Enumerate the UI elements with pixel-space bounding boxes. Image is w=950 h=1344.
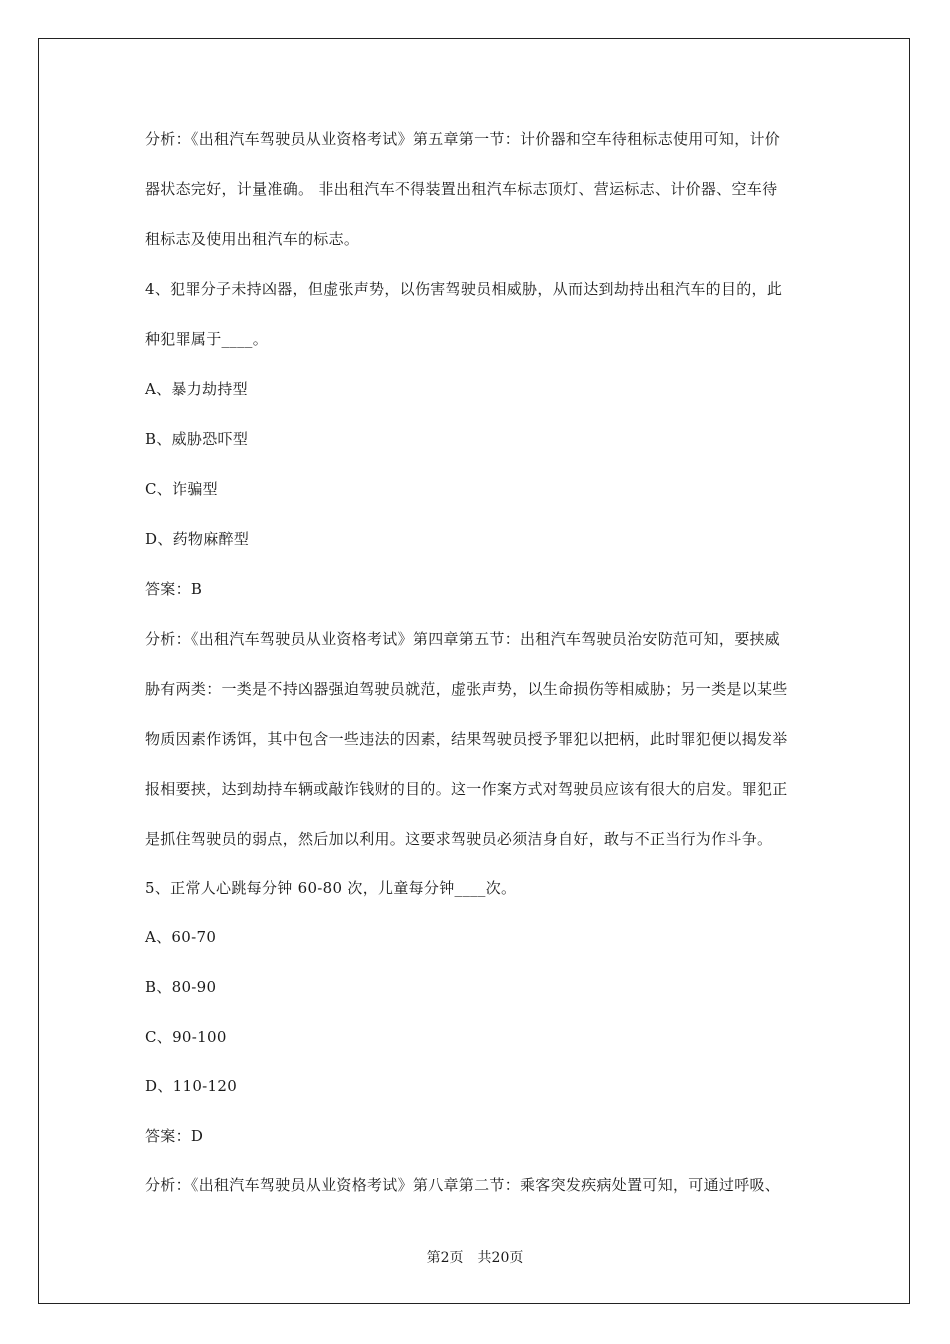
- analysis-line: 分析：《出租汽车驾驶员从业资格考试》第五章第一节：计价器和空车待租标志使用可知，计价: [145, 130, 781, 148]
- question-5-option-c: C、90-100: [145, 1028, 227, 1046]
- question-4-answer: 答案：B: [145, 580, 203, 598]
- analysis-line: 器状态完好，计量准确。 非出租汽车不得装置出租汽车标志顶灯、营运标志、计价器、空车待: [145, 180, 778, 198]
- question-5-answer: 答案：D: [145, 1127, 204, 1145]
- question-5-option-d: D、110-120: [145, 1077, 238, 1095]
- question-5-option-b: B、80-90: [145, 978, 217, 996]
- question-4-line: 4、犯罪分子未持凶器，但虚张声势，以伤害驾驶员相威胁，从而达到劫持出租汽车的目的，此: [145, 280, 783, 298]
- page-footer: [0, 1248, 950, 1268]
- page-number: 第2页: [426, 1250, 464, 1266]
- question-5-option-a: A、60-70: [145, 928, 217, 946]
- question-4-option-d: D、药物麻醉型: [145, 530, 250, 548]
- page-total: 共20页: [477, 1250, 524, 1266]
- question-4-option-a: A、暴力劫持型: [145, 380, 248, 398]
- analysis-line: 分析：《出租汽车驾驶员从业资格考试》第八章第二节：乘客突发疾病处置可知，可通过呼吸、: [145, 1176, 781, 1194]
- question-4-line: 种犯罪属于____。: [145, 330, 269, 348]
- analysis-line: 物质因素作诱饵，其中包含一些违法的因素，结果驾驶员授予罪犯以把柄，此时罪犯便以揭发举: [145, 730, 788, 748]
- analysis-line: 报相要挟，达到劫持车辆或敲诈钱财的目的。这一作案方式对驾驶员应该有很大的启发。罪犯正: [145, 780, 788, 798]
- analysis-line: 胁有两类：一类是不持凶器强迫驾驶员就范，虚张声势，以生命损伤等相威胁；另一类是以某些: [145, 680, 788, 698]
- question-4-option-c: C、诈骗型: [145, 480, 218, 498]
- analysis-line: 是抓住驾驶员的弱点，然后加以利用。这要求驾驶员必须洁身自好，敢与不正当行为作斗争。: [145, 830, 773, 848]
- question-5-line: 5、正常人心跳每分钟 60-80 次，儿童每分钟____次。: [145, 879, 517, 897]
- analysis-line: 租标志及使用出租汽车的标志。: [145, 230, 360, 248]
- analysis-line: 分析：《出租汽车驾驶员从业资格考试》第四章第五节：出租汽车驾驶员治安防范可知，要挟威: [145, 630, 781, 648]
- question-4-option-b: B、威胁恐吓型: [145, 430, 249, 448]
